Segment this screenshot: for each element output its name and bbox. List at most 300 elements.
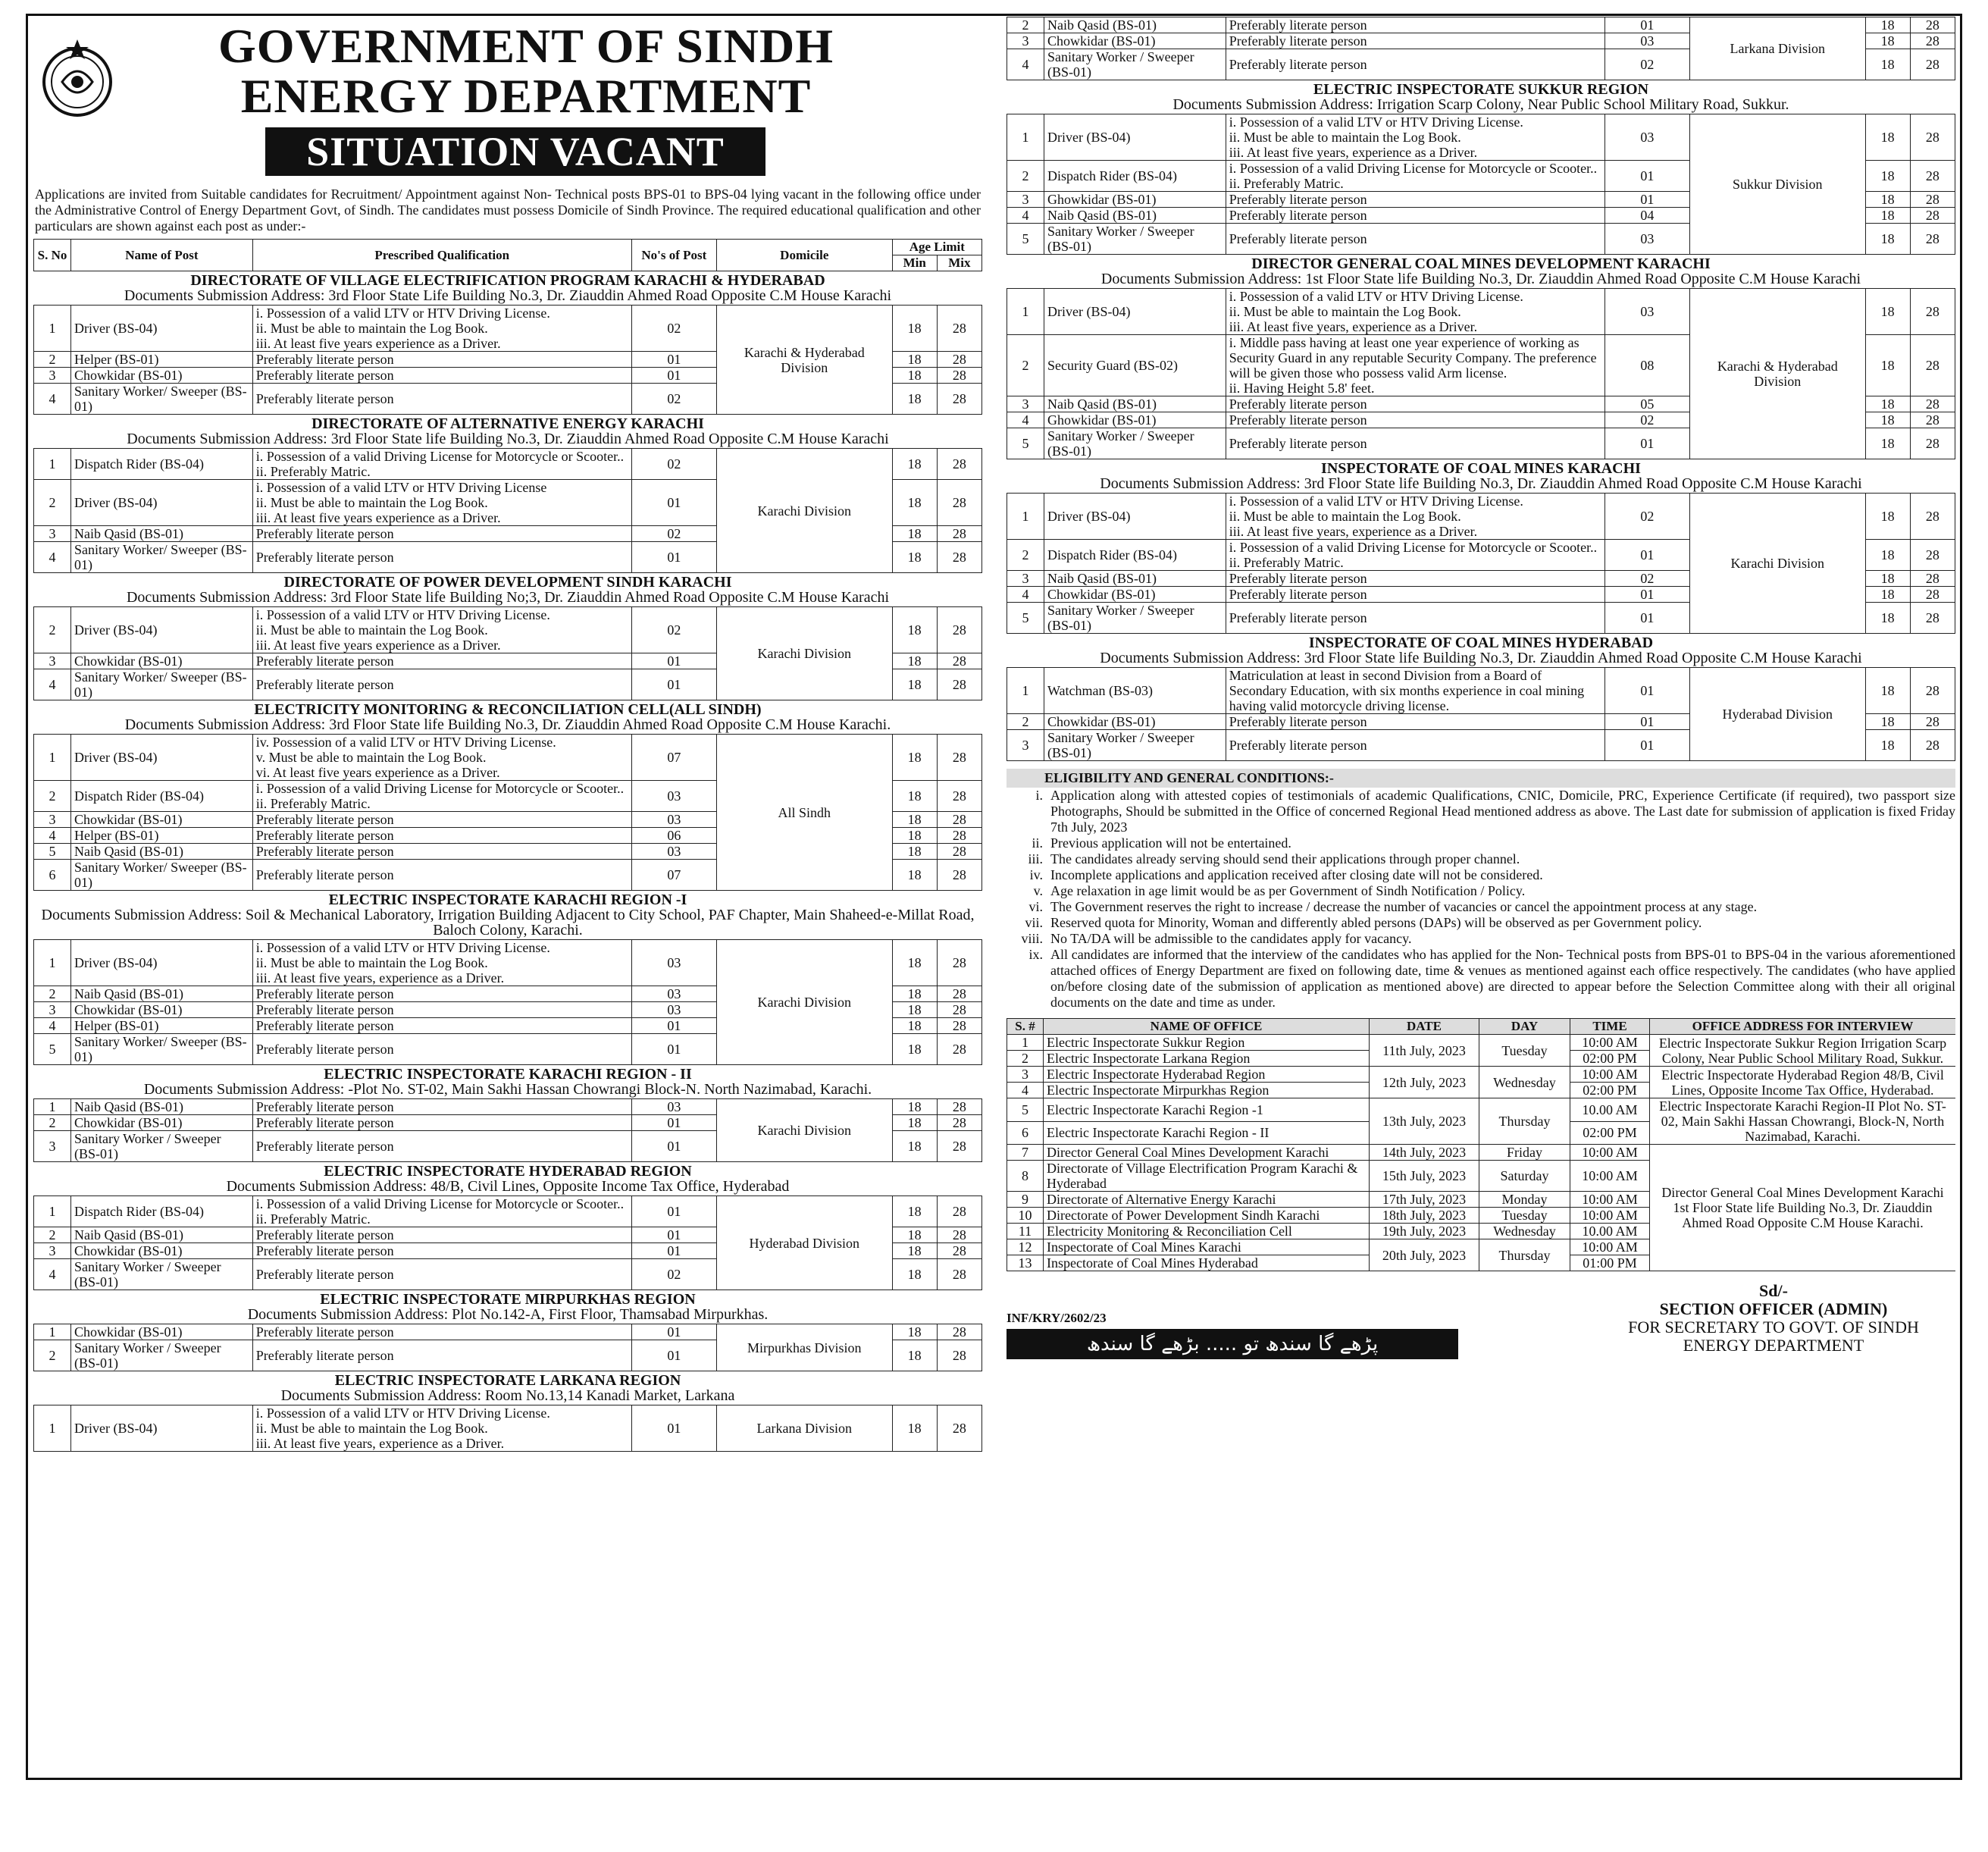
schedule-day: Tuesday: [1479, 1208, 1570, 1224]
condition-text: All candidates are informed that the interview of the candidates who has applied for the Non- Technical posts from BPS-01 to BPS-04 in the various aforementioned attached offices of Energy Department are fixed on following date, time & venues as mentioned against each office respectively. The candidates (who have applied on/before closing date of the submission of application as mentioned above) are directed to appear before the Selection Committee along with their all original documents on the date and time as under.: [1050, 947, 1955, 1010]
cell-qualification: [252, 1405, 631, 1452]
cell-min: 18: [1865, 603, 1910, 634]
schedule-sno: 1: [1007, 1035, 1044, 1051]
cell-post: Sanitary Worker / Sweeper (BS-01): [1044, 730, 1226, 761]
col-nos: No's of Post: [631, 240, 716, 271]
cell-qualification: [252, 1002, 631, 1018]
cell-nos: 03: [1604, 289, 1689, 335]
cell-qualification: [252, 1131, 631, 1162]
cell-post: Driver (BS-04): [1044, 114, 1226, 161]
cell-post: Sanitary Worker / Sweeper (BS-01): [70, 1259, 252, 1290]
cell-min: 18: [1865, 412, 1910, 428]
cell-qualification: [1226, 396, 1604, 412]
qualification-line: Preferably literate person: [255, 352, 394, 367]
cell-qualification: [252, 860, 631, 891]
cell-post: Security Guard (BS-02): [1044, 335, 1226, 396]
officer-title: SECTION OFFICER (ADMIN): [1659, 1299, 1888, 1318]
cell-max: 28: [937, 860, 981, 891]
section-header-row: [34, 573, 982, 607]
signature-block: [1599, 1282, 1948, 1355]
qualification-line: Preferably literate person: [1229, 610, 1367, 625]
cell-max: 28: [937, 812, 981, 828]
section-address: Documents Submission Address: 3rd Floor State life Building No;3, Dr. Ziauddin Ahmed Road Opposite C.M House Karachi: [126, 589, 890, 606]
cell-sno: 1: [34, 1099, 71, 1115]
cell-min: 18: [1865, 587, 1910, 603]
condition-number: vii.: [1025, 915, 1043, 930]
qualification-line: Preferably literate person: [255, 986, 394, 1001]
for-secretary: FOR SECRETARY TO GOVT. OF SINDH: [1628, 1318, 1919, 1337]
cell-max: 28: [937, 1340, 981, 1371]
condition-number: i.: [1035, 788, 1043, 803]
schedule-address: Director General Coal Mines Development Karachi 1st Floor State life Building No.3, Dr. Ziauddin Ahmed Road Opposite C.M House Karachi.: [1650, 1145, 1956, 1271]
cell-qualification: [1226, 540, 1604, 571]
cell-sno: 2: [1007, 161, 1044, 192]
section-address: Documents Submission Address: Soil & Mechanical Laboratory, Irrigation Building Adjacent to City School, PAF Chapter, Main Shaheed-e-Millat Road, Baloch Colony, Karachi.: [41, 907, 975, 939]
qualification-line: iii. At least five years, experience as a Driver.: [1229, 145, 1478, 160]
cell-domicile: Larkana Division: [716, 1405, 892, 1452]
cell-domicile: Sukkur Division: [1689, 114, 1865, 255]
cell-domicile: Karachi Division: [716, 607, 892, 700]
cell-nos: 03: [1604, 114, 1689, 161]
qualification-line: iii. At least five years, experience as a Driver.: [255, 1436, 505, 1451]
cell-max: 28: [1910, 571, 1955, 587]
cell-nos: 01: [1604, 540, 1689, 571]
cell-sno: 1: [34, 1324, 71, 1340]
col-post: Name of Post: [70, 240, 252, 271]
cell-max: 28: [937, 1227, 981, 1243]
cell-min: 18: [1865, 540, 1910, 571]
section-header-row: [34, 415, 982, 449]
condition-item: [1007, 788, 1955, 835]
cell-min: 18: [892, 1018, 937, 1034]
condition-item: [1007, 947, 1955, 1011]
cell-nos: 01: [631, 1324, 716, 1340]
section-header: [34, 1290, 982, 1324]
cell-max: 28: [937, 1002, 981, 1018]
cell-qualification: [252, 607, 631, 653]
cell-qualification: [1226, 161, 1604, 192]
table-row: [34, 1405, 982, 1452]
cell-max: 28: [1910, 49, 1955, 80]
cell-max: 28: [1910, 668, 1955, 714]
qualification-line: iii. At least five years, experience as a Driver.: [1229, 319, 1478, 334]
cell-nos: 03: [631, 986, 716, 1002]
cell-post: Chowkidar (BS-01): [70, 653, 252, 669]
cell-nos: 03: [631, 1002, 716, 1018]
qualification-line: Preferably literate person: [1229, 571, 1367, 586]
qualification-line: Preferably literate person: [1229, 738, 1367, 753]
qualification-line: i. Possession of a valid LTV or HTV Driving License.: [1229, 494, 1523, 509]
cell-post: Sanitary Worker / Sweeper (BS-01): [70, 1340, 252, 1371]
qualification-line: Preferably literate person: [255, 844, 394, 859]
schedule-office: Electric Inspectorate Sukkur Region: [1044, 1035, 1370, 1051]
cell-min: 18: [892, 653, 937, 669]
cell-min: 18: [892, 828, 937, 844]
cell-qualification: [252, 526, 631, 542]
section-address: Documents Submission Address: -Plot No. ST-02, Main Sakhi Hassan Chowrangi Block-N. North Nazimabad, Karachi.: [143, 1081, 872, 1098]
condition-text: The Government reserves the right to increase / decrease the number of vacancies or cancel the appointment process at any stage.: [1050, 899, 1758, 914]
schedule-office: Electricity Monitoring & Reconciliation Cell: [1044, 1224, 1370, 1239]
schedule-time: 10.00 AM: [1570, 1098, 1650, 1122]
schedule-time: 10:00 AM: [1570, 1239, 1650, 1255]
cell-sno: 3: [1007, 33, 1044, 49]
cell-nos: 01: [631, 1018, 716, 1034]
table-row: [34, 449, 982, 480]
cell-post: Naib Qasid (BS-01): [1044, 571, 1226, 587]
intro-text: Applications are invited from Suitable candidates for Recruitment/ Appointment against Non- Technical posts BPS-01 to BPS-04 lying vacant in the following office under the Administrative Control of Energy Department Govt, of Sindh. The candidates must possess Domicile of Sindh Province. The required educational qualification and other particulars are shown against each post as under:-: [35, 186, 981, 233]
section-address: Documents Submission Address: Irrigation Scarp Colony, Near Public School Military Road, Sukkur.: [1172, 96, 1789, 113]
cell-nos: 01: [1604, 603, 1689, 634]
cell-nos: 07: [631, 735, 716, 781]
cell-sno: 1: [1007, 289, 1044, 335]
table-row: [34, 306, 982, 352]
schedule-row: [1007, 1145, 1956, 1161]
cell-qualification: [1226, 571, 1604, 587]
cell-min: 18: [892, 940, 937, 986]
schedule-office: Director General Coal Mines Development Karachi: [1044, 1145, 1370, 1161]
schedule-office: Electric Inspectorate Hyderabad Region: [1044, 1067, 1370, 1083]
condition-text: The candidates already serving should send their applications through proper channel.: [1050, 851, 1520, 866]
qualification-line: ii. Must be able to maintain the Log Book.: [255, 955, 488, 970]
condition-item: [1007, 899, 1955, 915]
cell-qualification: [1226, 412, 1604, 428]
schedule-day: Saturday: [1479, 1161, 1570, 1192]
cell-max: 28: [937, 368, 981, 384]
cell-qualification: [1226, 428, 1604, 459]
qualification-line: ii. Preferably Matric.: [1229, 176, 1344, 191]
cell-max: 28: [937, 480, 981, 526]
col-domicile: Domicile: [716, 240, 892, 271]
qualification-line: Preferably literate person: [255, 391, 394, 406]
cell-qualification: [252, 352, 631, 368]
section-title: ELECTRIC INSPECTORATE MIRPURKHAS REGION: [320, 1291, 696, 1308]
qualification-line: Preferably literate person: [1229, 587, 1367, 602]
cell-min: 18: [1865, 289, 1910, 335]
cell-max: 28: [937, 669, 981, 700]
cell-max: 28: [937, 735, 981, 781]
qualification-line: Preferably literate person: [255, 1267, 394, 1282]
urdu-slogan: پڑھے گا سندھ تو ..... بڑھے گا سندھ: [1007, 1329, 1458, 1359]
section-header: [1007, 459, 1955, 494]
cell-max: 28: [1910, 540, 1955, 571]
cell-qualification: [1226, 335, 1604, 396]
cell-qualification: [252, 368, 631, 384]
cell-min: 18: [892, 860, 937, 891]
schedule-time: 10:00 AM: [1570, 1035, 1650, 1051]
cell-sno: 2: [34, 781, 71, 812]
qualification-line: i. Possession of a valid Driving License for Motorcycle or Scooter..: [1229, 161, 1598, 176]
qualification-line: iii. At least five years experience as a Driver.: [255, 336, 501, 351]
cell-sno: 3: [1007, 396, 1044, 412]
schedule-sno: 3: [1007, 1067, 1044, 1083]
qualification-line: Preferably literate person: [255, 812, 394, 827]
schedule-sno: 7: [1007, 1145, 1044, 1161]
cell-nos: 02: [631, 526, 716, 542]
title-department: ENERGY DEPARTMENT: [240, 69, 812, 123]
schedule-date: 12th July, 2023: [1370, 1067, 1479, 1098]
schedule-office: Electric Inspectorate Karachi Region -1: [1044, 1098, 1370, 1122]
section-header-row: [34, 1065, 982, 1099]
cell-qualification: [252, 1034, 631, 1065]
schedule-sno: 5: [1007, 1098, 1044, 1122]
section-header-row: [34, 1162, 982, 1196]
cell-post: Driver (BS-04): [70, 306, 252, 352]
qualification-line: Preferably literate person: [255, 1042, 394, 1057]
right-column: [1007, 17, 1955, 1775]
qualification-line: i. Middle pass having at least one year experience of working as Security Guard in any reputable Security Company. The preference will be given those who possess valid Arm license.: [1229, 335, 1597, 381]
cell-min: 18: [1865, 33, 1910, 49]
cell-post: Naib Qasid (BS-01): [70, 526, 252, 542]
qualification-line: Preferably literate person: [1229, 436, 1367, 451]
cell-sno: 4: [34, 384, 71, 415]
qualification-line: Preferably literate person: [255, 1002, 394, 1017]
cell-min: 18: [1865, 428, 1910, 459]
cell-nos: 01: [1604, 668, 1689, 714]
cell-nos: 01: [1604, 730, 1689, 761]
section-header-row: [34, 891, 982, 940]
section-header-row: [34, 271, 982, 306]
schedule-time: 02:00 PM: [1570, 1083, 1650, 1098]
cell-max: 28: [937, 542, 981, 573]
qualification-line: ii. Must be able to maintain the Log Book.: [1229, 304, 1461, 319]
cell-sno: 2: [34, 607, 71, 653]
cell-sno: 2: [34, 986, 71, 1002]
section-title: ELECTRIC INSPECTORATE SUKKUR REGION: [1313, 81, 1649, 98]
footer: [1007, 1282, 1955, 1365]
cell-sno: 3: [1007, 571, 1044, 587]
schedule-date: 11th July, 2023: [1370, 1035, 1479, 1067]
section-title: ELECTRIC INSPECTORATE KARACHI REGION -I: [328, 892, 687, 908]
col-max: Mix: [937, 255, 981, 271]
section-header: [34, 271, 982, 306]
cell-min: 18: [892, 844, 937, 860]
cell-post: Chowkidar (BS-01): [70, 1115, 252, 1131]
cell-nos: 02: [1604, 49, 1689, 80]
qualification-line: ii. Must be able to maintain the Log Book.: [1229, 509, 1461, 524]
cell-post: Chowkidar (BS-01): [70, 812, 252, 828]
condition-number: v.: [1033, 883, 1043, 898]
section-header-row: [1007, 80, 1955, 114]
cell-post: Chowkidar (BS-01): [1044, 587, 1226, 603]
schedule-row: [1007, 1067, 1956, 1083]
cell-min: 18: [1865, 571, 1910, 587]
cell-nos: 03: [1604, 224, 1689, 255]
section-address: Documents Submission Address: 3rd Floor State life Building No.3, Dr. Ziauddin Ahmed Road Opposite C.M House Karachi: [1100, 650, 1862, 666]
cell-qualification: [252, 735, 631, 781]
cell-nos: 01: [1604, 714, 1689, 730]
cell-nos: 01: [631, 480, 716, 526]
cell-min: 18: [892, 1034, 937, 1065]
reference-number: INF/KRY/2602/23: [1007, 1311, 1107, 1325]
cell-post: Driver (BS-04): [70, 607, 252, 653]
cell-qualification: [1226, 289, 1604, 335]
cell-max: 28: [937, 653, 981, 669]
qualification-line: i. Possession of a valid LTV or HTV Driving License.: [255, 1405, 550, 1421]
cell-nos: 01: [1604, 161, 1689, 192]
cell-qualification: [1226, 668, 1604, 714]
qualification-line: i. Possession of a valid LTV or HTV Driving License.: [255, 607, 550, 622]
cell-max: 28: [937, 1259, 981, 1290]
cell-domicile: Mirpurkhas Division: [716, 1324, 892, 1371]
section-title: DIRECTORATE OF ALTERNATIVE ENERGY KARACHI: [312, 415, 704, 432]
cell-max: 28: [937, 844, 981, 860]
cell-post: Driver (BS-04): [1044, 289, 1226, 335]
section-address: Documents Submission Address: Room No.13,14 Kanadi Market, Larkana: [280, 1387, 735, 1404]
cell-max: 28: [1910, 396, 1955, 412]
section-header: [1007, 255, 1955, 289]
cell-sno: 4: [1007, 412, 1044, 428]
section-header-row: [34, 1290, 982, 1324]
cell-nos: 03: [631, 1099, 716, 1115]
qualification-line: ii. Must be able to maintain the Log Book.: [1229, 130, 1461, 145]
cell-qualification: [252, 828, 631, 844]
cell-min: 18: [1865, 49, 1910, 80]
cell-min: 18: [1865, 494, 1910, 540]
qualification-line: Preferably literate person: [255, 526, 394, 541]
cell-min: 18: [1865, 396, 1910, 412]
cell-post: Naib Qasid (BS-01): [1044, 208, 1226, 224]
cell-qualification: [1226, 603, 1604, 634]
table-row: [1007, 668, 1955, 714]
qualification-line: Preferably literate person: [1229, 33, 1367, 49]
cell-max: 28: [1910, 289, 1955, 335]
cell-post: Dispatch Rider (BS-04): [70, 781, 252, 812]
cell-min: 18: [1865, 714, 1910, 730]
cell-max: 28: [1910, 714, 1955, 730]
cell-min: 18: [892, 449, 937, 480]
qualification-line: iii. At least five years experience as a Driver.: [255, 510, 501, 525]
section-header: [34, 1065, 982, 1099]
schedule-office: Electric Inspectorate Mirpurkhas Region: [1044, 1083, 1370, 1098]
cell-post: Naib Qasid (BS-01): [70, 1099, 252, 1115]
qualification-line: Preferably literate person: [1229, 208, 1367, 223]
interview-schedule-table: [1007, 1018, 1955, 1271]
cell-post: Dispatch Rider (BS-04): [70, 449, 252, 480]
qualification-line: ii. Must be able to maintain the Log Book.: [255, 1421, 488, 1436]
cell-post: Helper (BS-01): [70, 828, 252, 844]
cell-min: 18: [892, 526, 937, 542]
cell-nos: 01: [631, 1405, 716, 1452]
cell-nos: 04: [1604, 208, 1689, 224]
cell-qualification: [252, 1099, 631, 1115]
table-row: [34, 940, 982, 986]
section-title: INSPECTORATE OF COAL MINES KARACHI: [1321, 460, 1641, 477]
table-row: [1007, 17, 1955, 33]
section-header: [34, 891, 982, 940]
cell-min: 18: [1865, 335, 1910, 396]
schedule-office: Electric Inspectorate Larkana Region: [1044, 1051, 1370, 1067]
cell-qualification: [252, 542, 631, 573]
cell-sno: 1: [34, 306, 71, 352]
cell-max: 28: [937, 1099, 981, 1115]
cell-sno: 2: [34, 480, 71, 526]
cell-sno: 4: [34, 1259, 71, 1290]
schedule-row: [1007, 1098, 1956, 1122]
cell-max: 28: [1910, 161, 1955, 192]
schedule-day: Thursday: [1479, 1239, 1570, 1271]
cell-domicile: Karachi & Hyderabad Division: [1689, 289, 1865, 459]
cell-post: Sanitary Worker / Sweeper (BS-01): [1044, 49, 1226, 80]
cell-sno: 2: [1007, 540, 1044, 571]
cell-sno: 5: [1007, 603, 1044, 634]
qualification-line: i. Possession of a valid LTV or HTV Driving License.: [1229, 289, 1523, 304]
cell-post: Sanitary Worker / Sweeper (BS-01): [1044, 603, 1226, 634]
schedule-day: Monday: [1479, 1192, 1570, 1208]
section-title: DIRECTORATE OF VILLAGE ELECTRIFICATION PROGRAM KARACHI & HYDERABAD: [190, 272, 825, 289]
condition-item: [1007, 915, 1955, 931]
qualification-line: i. Possession of a valid Driving License for Motorcycle or Scooter..: [1229, 540, 1598, 555]
cell-nos: 02: [1604, 571, 1689, 587]
cell-qualification: [252, 1115, 631, 1131]
qualification-line: i. Possession of a valid LTV or HTV Driving License.: [255, 306, 550, 321]
conditions-list: [1007, 788, 1955, 1011]
cell-qualification: [252, 1324, 631, 1340]
cell-sno: 4: [34, 1018, 71, 1034]
cell-sno: 1: [1007, 114, 1044, 161]
qualification-line: Preferably literate person: [1229, 17, 1367, 33]
cell-sno: 2: [34, 352, 71, 368]
qualification-line: Preferably literate person: [1229, 231, 1367, 246]
schedule-address: Electric Inspectorate Karachi Region-II Plot No. ST-02, Main Sakhi Hassan Chowrangi, Block-N, North Nazimabad, Karachi.: [1650, 1098, 1956, 1145]
advert-header: [33, 17, 982, 182]
section-header: [34, 573, 982, 607]
cell-qualification: [252, 480, 631, 526]
cell-sno: 3: [34, 653, 71, 669]
cell-nos: 02: [1604, 412, 1689, 428]
cell-min: 18: [892, 352, 937, 368]
section-address: Documents Submission Address: 3rd Floor State life Building No.3, Dr. Ziauddin Ahmed Road Opposite C.M House Karachi: [127, 431, 889, 447]
cell-max: 28: [1910, 603, 1955, 634]
cell-post: Dispatch Rider (BS-04): [70, 1196, 252, 1227]
qualification-line: Preferably literate person: [255, 828, 394, 843]
schedule-office: Directorate of Village Electrification Program Karachi & Hyderabad: [1044, 1161, 1370, 1192]
section-address: Documents Submission Address: 3rd Floor State Life Building No.3, Dr. Ziauddin Ahmed Road Opposite C.M House Karachi: [124, 287, 892, 304]
table-row: [1007, 289, 1955, 335]
table-row: [34, 1324, 982, 1340]
cell-max: 28: [937, 1115, 981, 1131]
cell-nos: 03: [631, 781, 716, 812]
cell-qualification: [252, 384, 631, 415]
cell-min: 18: [892, 1259, 937, 1290]
section-header-row: [34, 700, 982, 735]
cell-nos: 02: [1604, 494, 1689, 540]
cell-nos: 01: [631, 1227, 716, 1243]
schedule-sno: 12: [1007, 1239, 1044, 1255]
cell-min: 18: [892, 1405, 937, 1452]
cell-min: 18: [892, 781, 937, 812]
schedule-address: Electric Inspectorate Sukkur Region Irrigation Scarp Colony, Near Public School Military Road, Sukkur.: [1650, 1035, 1956, 1067]
table-row: [34, 1099, 982, 1115]
cell-min: 18: [1865, 224, 1910, 255]
qualification-line: Preferably literate person: [255, 1099, 394, 1114]
qualification-line: i. Possession of a valid LTV or HTV Driving License.: [1229, 114, 1523, 130]
qualification-line: vi. At least five years experience as a Driver.: [255, 765, 500, 780]
cell-nos: 01: [1604, 192, 1689, 208]
schedule-header: NAME OF OFFICE: [1044, 1019, 1370, 1035]
cell-min: 18: [892, 1131, 937, 1162]
cell-post: Helper (BS-01): [70, 352, 252, 368]
condition-item: [1007, 867, 1955, 883]
cell-max: 28: [937, 828, 981, 844]
schedule-date: 15th July, 2023: [1370, 1161, 1479, 1192]
cell-nos: 08: [1604, 335, 1689, 396]
cell-post: Helper (BS-01): [70, 1018, 252, 1034]
cell-post: Ghowkidar (BS-01): [1044, 192, 1226, 208]
section-title: ELECTRICITY MONITORING & RECONCILIATION CELL(ALL SINDH): [254, 701, 762, 718]
condition-text: No TA/DA will be admissible to the candidates apply for vacancy.: [1050, 931, 1412, 946]
cell-post: Sanitary Worker/ Sweeper (BS-01): [70, 384, 252, 415]
section-header: [34, 1162, 982, 1196]
